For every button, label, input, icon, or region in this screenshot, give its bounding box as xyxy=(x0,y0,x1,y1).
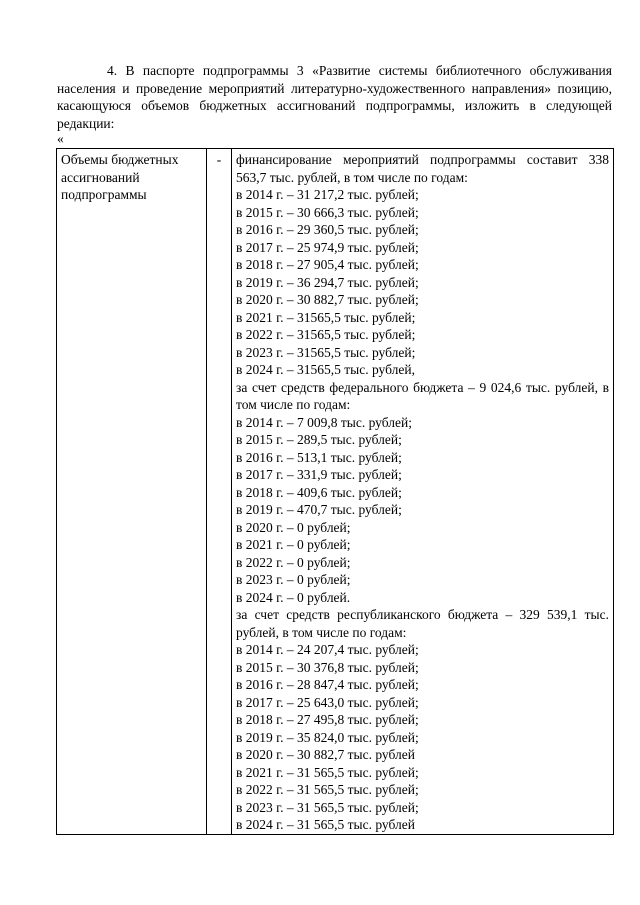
label-cell: Объемы бюджетных ассигнований подпрограммы xyxy=(57,149,207,835)
total-year-2016: в 2016 г. – 29 360,5 тыс. рублей; xyxy=(236,222,419,237)
amendment-intro-text: 4. В паспорте подпрограммы 3 «Развитие системы библиотечного обслуживания населения и проведение мероприятий литературно-художественного направления» позицию, касающуюся объемов бюджетных ассигнований подпрограммы, изложить в следующей редакции: xyxy=(57,63,612,131)
federal-year-2024: в 2024 г. – 0 рублей. xyxy=(236,589,351,605)
federal-year-2019: в 2019 г. – 470,7 тыс. рублей; xyxy=(236,502,402,517)
total-year-2024: в 2024 г. – 31565,5 тыс. рублей, xyxy=(236,362,415,377)
total-year-2019: в 2019 г. – 36 294,7 тыс. рублей; xyxy=(236,274,419,290)
republic-year-2021: в 2021 г. – 31 565,5 тыс. рублей; xyxy=(236,764,419,780)
amendment-intro xyxy=(57,62,612,132)
republic-year-2022: в 2022 г. – 31 565,5 тыс. рублей; xyxy=(236,782,419,797)
republic-year-2019: в 2019 г. – 35 824,0 тыс. рублей; xyxy=(236,729,419,745)
total-financing-intro: финансирование мероприятий подпрограммы составит 338 563,7 тыс. рублей, в том числе по годам: xyxy=(236,152,609,185)
total-year-2015: в 2015 г. – 30 666,3 тыс. рублей; xyxy=(236,204,419,220)
republic-budget-intro: за счет средств республиканского бюджета – 329 539,1 тыс. рублей, в том числе по годам: xyxy=(236,607,609,640)
republic-year-2014: в 2014 г. – 24 207,4 тыс. рублей; xyxy=(236,642,419,657)
federal-year-2017: в 2017 г. – 331,9 тыс. рублей; xyxy=(236,467,402,482)
republic-year-2020: в 2020 г. – 30 882,7 тыс. рублей xyxy=(236,747,415,762)
federal-year-2023: в 2023 г. – 0 рублей; xyxy=(236,572,351,587)
republic-year-2018: в 2018 г. – 27 495,8 тыс. рублей; xyxy=(236,712,419,727)
federal-year-2020: в 2020 г. – 0 рублей; xyxy=(236,519,351,535)
total-year-2022: в 2022 г. – 31565,5 тыс. рублей; xyxy=(236,327,416,342)
federal-year-2022: в 2022 г. – 0 рублей; xyxy=(236,554,351,570)
content-cell xyxy=(232,149,614,835)
federal-budget-intro: за счет средств федерального бюджета – 9 024,6 тыс. рублей, в том числе по годам: xyxy=(236,379,609,412)
total-year-2018: в 2018 г. – 27 905,4 тыс. рублей; xyxy=(236,257,419,272)
federal-year-2018: в 2018 г. – 409,6 тыс. рублей; xyxy=(236,484,402,500)
total-year-2023: в 2023 г. – 31565,5 тыс. рублей; xyxy=(236,344,416,360)
table-row xyxy=(57,149,614,835)
total-year-2014: в 2014 г. – 31 217,2 тыс. рублей; xyxy=(236,187,419,202)
republic-year-2023: в 2023 г. – 31 565,5 тыс. рублей; xyxy=(236,799,419,815)
federal-year-2016: в 2016 г. – 513,1 тыс. рублей; xyxy=(236,449,402,465)
federal-year-2021: в 2021 г. – 0 рублей; xyxy=(236,537,351,552)
republic-year-2016: в 2016 г. – 28 847,4 тыс. рублей; xyxy=(236,677,419,692)
federal-year-2015: в 2015 г. – 289,5 тыс. рублей; xyxy=(236,432,402,447)
budget-allocation-table xyxy=(56,148,614,835)
total-year-2017: в 2017 г. – 25 974,9 тыс. рублей; xyxy=(236,239,419,255)
republic-year-2015: в 2015 г. – 30 376,8 тыс. рублей; xyxy=(236,659,419,675)
dash-cell: - xyxy=(207,149,232,835)
republic-year-2017: в 2017 г. – 25 643,0 тыс. рублей; xyxy=(236,694,419,710)
opening-quote-mark: « xyxy=(57,131,64,146)
total-year-2021: в 2021 г. – 31565,5 тыс. рублей; xyxy=(236,309,416,325)
federal-year-2014: в 2014 г. – 7 009,8 тыс. рублей; xyxy=(236,414,412,430)
republic-year-2024: в 2024 г. – 31 565,5 тыс. рублей xyxy=(236,817,415,832)
total-year-2020: в 2020 г. – 30 882,7 тыс. рублей; xyxy=(236,292,419,307)
